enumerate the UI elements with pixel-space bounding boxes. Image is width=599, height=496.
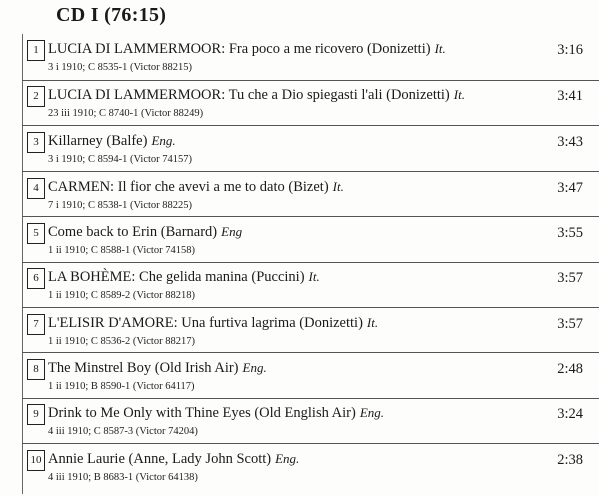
track-work: Annie Laurie (48, 451, 125, 467)
track-duration: 3:24 (557, 406, 583, 422)
track-recording: 7 i 1910; C 8538-1 (Victor 88225) (48, 200, 193, 211)
divider (22, 216, 599, 217)
track-number: 5 (27, 223, 45, 244)
track-language: It. (308, 269, 320, 284)
track-work: LA BOHÈME: Che gelida manina (48, 269, 248, 285)
track-work: L'ELISIR D'AMORE: Una furtiva lagrima (48, 315, 296, 331)
track-work: The Minstrel Boy (48, 360, 152, 376)
track-composer: (Donizetti) (299, 315, 363, 331)
track-recording: 1 ii 1910; C 8588-1 (Victor 74158) (48, 245, 195, 256)
track-language: It. (332, 179, 344, 194)
track-number: 2 (27, 86, 45, 107)
divider (22, 171, 599, 172)
track-number: 10 (27, 450, 45, 471)
track-title (48, 87, 465, 104)
track-composer: (Donizetti) (366, 41, 431, 57)
track-recording: 23 iii 1910; C 8740-1 (Victor 88249) (48, 108, 204, 119)
track-composer: (Old English Air) (254, 405, 356, 421)
track-number: 6 (27, 268, 45, 289)
track-row (0, 178, 599, 224)
track-language: Eng. (359, 405, 385, 420)
track-recording: 3 i 1910; C 8594-1 (Victor 74157) (48, 154, 193, 165)
divider (22, 352, 599, 353)
track-recording: 4 iii 1910; C 8587-3 (Victor 74204) (48, 426, 198, 437)
track-composer: (Barnard) (160, 224, 218, 240)
track-duration: 3:41 (557, 88, 583, 104)
track-number: 7 (27, 314, 45, 335)
track-duration: 3:43 (557, 134, 583, 150)
track-composer: (Old Irish Air) (154, 360, 239, 376)
track-title (48, 360, 267, 377)
track-composer: (Anne, Lady John Scott) (128, 451, 272, 467)
track-duration: 3:57 (557, 270, 583, 286)
track-composer: (Puccini) (251, 269, 305, 285)
track-duration: 3:55 (557, 225, 583, 241)
track-work: LUCIA DI LAMMERMOOR: Tu che a Dio spiegasti l'ali (48, 87, 383, 103)
track-duration: 3:16 (557, 42, 583, 58)
divider (22, 398, 599, 399)
divider (22, 80, 599, 81)
track-work: LUCIA DI LAMMERMOOR: Fra poco a me ricovero (48, 41, 364, 57)
track-language: Eng. (275, 451, 300, 466)
track-title (48, 315, 378, 332)
track-title (48, 41, 446, 58)
track-recording: 3 i 1910; C 8535-1 (Victor 88215) (48, 62, 193, 73)
track-duration: 3:47 (557, 180, 583, 196)
track-title (48, 133, 176, 150)
track-composer: (Bizet) (288, 179, 329, 195)
track-title (48, 269, 320, 286)
track-work: Killarney (48, 133, 103, 149)
track-number: 3 (27, 132, 45, 153)
track-work: Drink to Me Only with Thine Eyes (48, 405, 251, 421)
track-recording: 1 ii 1910; C 8536-2 (Victor 88217) (48, 336, 195, 347)
track-row (0, 450, 599, 496)
track-title (48, 451, 299, 468)
track-duration: 3:57 (557, 316, 583, 332)
track-work: CARMEN: Il fior che avevi a me to dato (48, 179, 285, 195)
track-recording: 1 ii 1910; C 8589-2 (Victor 88218) (48, 290, 195, 301)
track-language: Eng (221, 224, 243, 239)
track-language: Eng. (242, 360, 267, 375)
track-composer: (Donizetti) (386, 87, 450, 103)
divider (22, 307, 599, 308)
track-number: 4 (27, 178, 45, 199)
track-language: It. (453, 87, 465, 102)
track-row (0, 314, 599, 360)
track-title (48, 179, 344, 196)
divider (22, 262, 599, 263)
track-duration: 2:38 (557, 452, 583, 468)
track-composer: (Balfe) (106, 133, 148, 149)
track-work: Come back to Erin (48, 224, 158, 240)
track-recording: 4 iii 1910; B 8683-1 (Victor 64138) (48, 472, 198, 483)
track-title (48, 405, 384, 422)
track-number: 9 (27, 404, 45, 425)
track-title (48, 224, 242, 241)
track-duration: 2:48 (557, 361, 583, 377)
track-number: 8 (27, 359, 45, 380)
divider (22, 125, 599, 126)
track-language: It. (434, 41, 446, 56)
cd-title: CD I (76:15) (56, 4, 167, 26)
track-number: 1 (27, 40, 45, 61)
track-recording: 1 ii 1910; B 8590-1 (Victor 64117) (48, 381, 195, 392)
divider (22, 443, 599, 444)
track-language: Eng. (151, 133, 176, 148)
track-language: It. (366, 315, 379, 330)
